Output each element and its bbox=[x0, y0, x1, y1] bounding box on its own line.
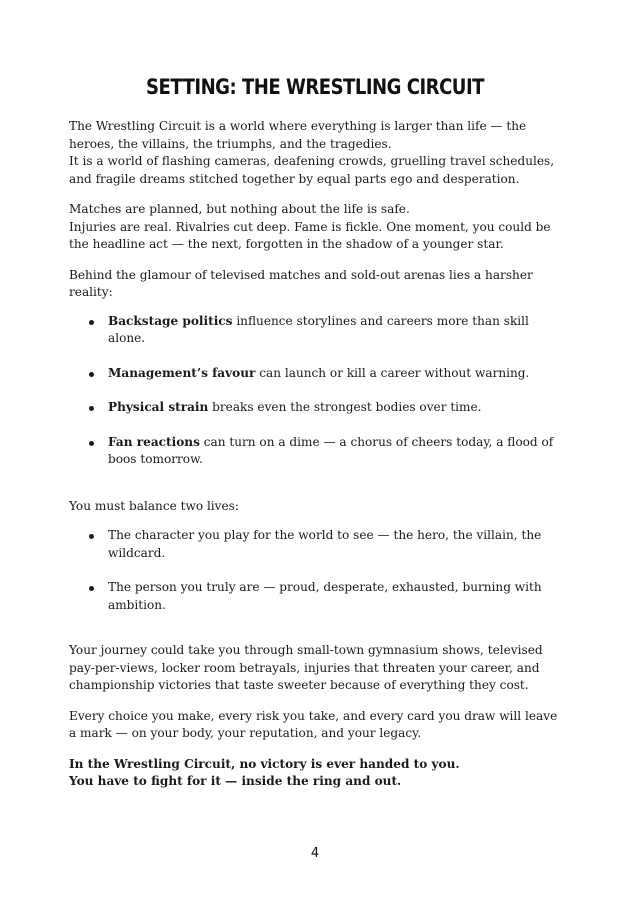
matches-line-1: Matches are planned, but nothing about the life is safe. bbox=[69, 202, 410, 216]
list-item-text: can turn on a dime — a chorus of cheers today, a flood of boos tomorrow. bbox=[108, 434, 554, 466]
page-title: SETTING: THE WRESTLING CIRCUIT bbox=[146, 75, 484, 99]
list-item: The person you truly are — proud, desperate, exhausted, burning with ambition. bbox=[69, 579, 565, 614]
behind-paragraph: Behind the glamour of televised matches and sold-out arenas lies a harsher reality: bbox=[69, 267, 533, 299]
list-item-text: influence storylines and careers more than skill alone. bbox=[108, 313, 529, 345]
intro-paragraph bbox=[69, 118, 565, 188]
list-item-bold: Backstage politics bbox=[108, 313, 233, 328]
list-item-bold: Physical strain bbox=[108, 400, 209, 414]
list-item bbox=[69, 399, 565, 417]
matches-paragraph bbox=[69, 201, 565, 254]
journey-paragraph: Your journey could take you through small-town gymnasium shows, televised pay-per-views, locker room betrayals, injuries that threaten your career, and championship victories that taste sweeter because of everything they cost. bbox=[69, 643, 543, 692]
list-item-bold: Fan reactions bbox=[108, 434, 200, 449]
closing-line-2: You have to fight for it — inside the ring and out. bbox=[69, 774, 402, 788]
balance-paragraph: You must balance two lives: bbox=[69, 498, 239, 513]
list-item-bold: Management’s favour bbox=[108, 365, 256, 380]
list-item bbox=[69, 365, 565, 383]
page-body bbox=[69, 118, 565, 791]
list-item bbox=[69, 313, 565, 348]
list-item: The character you play for the world to see — the hero, the villain, the wildcard. bbox=[69, 527, 565, 562]
matches-line-2: Injuries are real. Rivalries cut deep. Fame is fickle. One moment, you could be the headline act — the next, forgotten in the shadow of a younger star. bbox=[69, 219, 551, 251]
closing-line-1: In the Wrestling Circuit, no victory is ever handed to you. bbox=[69, 756, 460, 771]
list-item bbox=[69, 434, 565, 469]
closing-paragraph bbox=[69, 756, 565, 791]
choice-paragraph: Every choice you make, every risk you take, and every card you draw will leave a mark — on your body, your reputation, and your legacy. bbox=[69, 708, 558, 740]
list-item-text: breaks even the strongest bodies over time. bbox=[208, 400, 482, 414]
lives-list bbox=[69, 527, 565, 614]
realities-list bbox=[69, 313, 565, 469]
page-number: 4 bbox=[310, 846, 320, 861]
intro-line-1: The Wrestling Circuit is a world where everything is larger than life — the heroes, the villains, the triumphs, and the tragedies. bbox=[69, 119, 527, 151]
intro-line-2: It is a world of flashing cameras, deafening crowds, gruelling travel schedules, and fragile dreams stitched together by equal parts ego and desperation. bbox=[69, 154, 555, 186]
list-item-text: can launch or kill a career without warning. bbox=[255, 365, 530, 380]
